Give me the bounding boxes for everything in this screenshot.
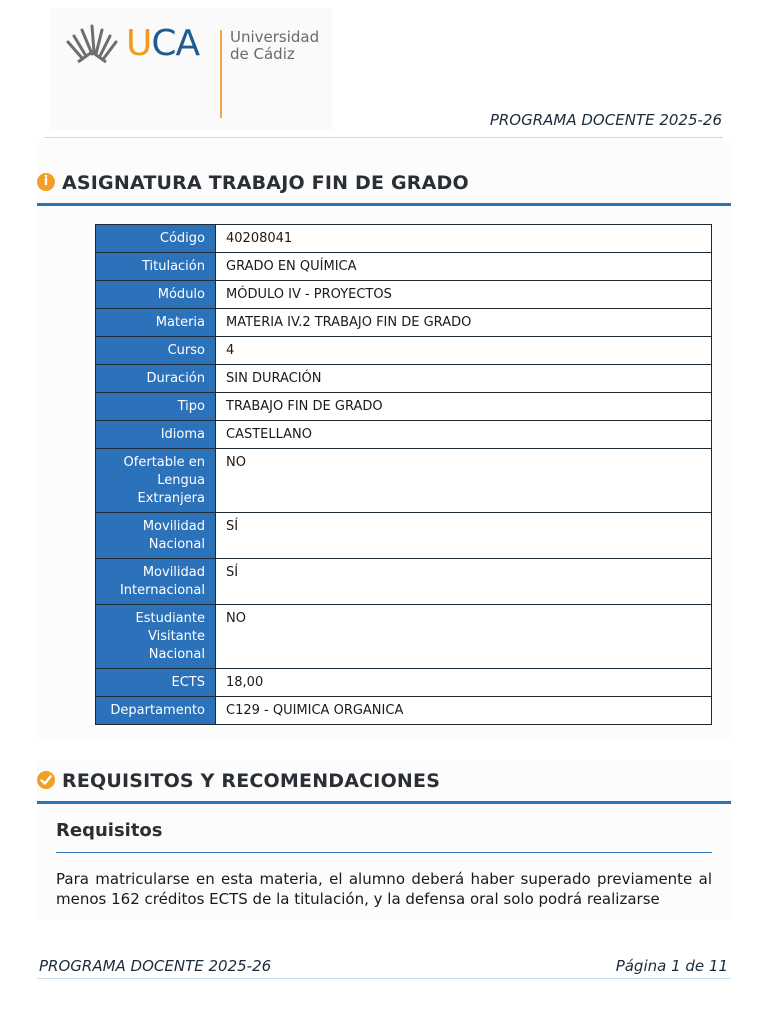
- field-label: Idioma: [96, 421, 216, 449]
- table-row: [96, 253, 712, 281]
- subject-info-table: [95, 224, 712, 725]
- field-value: 4: [216, 337, 712, 365]
- table-row: [96, 337, 712, 365]
- subsection-divider: [56, 852, 712, 853]
- section-title-asignatura: ASIGNATURA TRABAJO FIN DE GRADO: [62, 172, 469, 194]
- table-row: [96, 605, 712, 669]
- check-mark-icon: [37, 771, 55, 789]
- field-label: Movilidad Nacional: [96, 513, 216, 559]
- field-value: GRADO EN QUÍMICA: [216, 253, 712, 281]
- table-row: [96, 559, 712, 605]
- table-row: [96, 449, 712, 513]
- uca-emblem-icon: [64, 22, 120, 66]
- field-label: Estudiante Visitante Nacional: [96, 605, 216, 669]
- university-name: [230, 29, 319, 63]
- field-label: Movilidad Internacional: [96, 559, 216, 605]
- field-label: Departamento: [96, 697, 216, 725]
- uca-letter-u: U: [126, 23, 152, 64]
- table-row: [96, 309, 712, 337]
- field-label: Ofertable en Lengua Extranjera: [96, 449, 216, 513]
- field-value: NO: [216, 449, 712, 513]
- table-row: [96, 225, 712, 253]
- header-program-title: PROGRAMA DOCENTE 2025-26: [489, 111, 722, 129]
- field-value: C129 - QUIMICA ORGANICA: [216, 697, 712, 725]
- uca-wordmark: [126, 22, 199, 66]
- field-label: Curso: [96, 337, 216, 365]
- university-name-line2: de Cádiz: [230, 45, 295, 63]
- field-label: ECTS: [96, 669, 216, 697]
- university-name-line1: Universidad: [230, 28, 320, 46]
- footer-program-title: PROGRAMA DOCENTE 2025-26: [39, 957, 272, 975]
- field-label: Duración: [96, 365, 216, 393]
- footer-divider: [37, 978, 731, 979]
- table-row: [96, 393, 712, 421]
- field-value: 18,00: [216, 669, 712, 697]
- footer-page-number: Página 1 de 11: [615, 957, 728, 975]
- table-row: [96, 669, 712, 697]
- field-label: Materia: [96, 309, 216, 337]
- field-label: Tipo: [96, 393, 216, 421]
- university-logo: [50, 8, 332, 130]
- table-row: [96, 421, 712, 449]
- field-value: NO: [216, 605, 712, 669]
- field-value: SÍ: [216, 513, 712, 559]
- header-divider: [44, 137, 723, 138]
- table-row: [96, 697, 712, 725]
- info-icon: i: [37, 173, 55, 191]
- section-divider-asignatura: [37, 203, 731, 206]
- field-label: Módulo: [96, 281, 216, 309]
- field-value: 40208041: [216, 225, 712, 253]
- field-value: SIN DURACIÓN: [216, 365, 712, 393]
- table-row: [96, 513, 712, 559]
- table-row: [96, 281, 712, 309]
- uca-letters-ca: CA: [151, 23, 200, 64]
- field-label: Código: [96, 225, 216, 253]
- subsection-title-requisitos: Requisitos: [56, 820, 163, 841]
- field-label: Titulación: [96, 253, 216, 281]
- section-divider-requisitos: [37, 801, 731, 804]
- section-title-requisitos: REQUISITOS Y RECOMENDACIONES: [62, 770, 441, 792]
- field-value: SÍ: [216, 559, 712, 605]
- field-value: MÓDULO IV - PROYECTOS: [216, 281, 712, 309]
- requisitos-paragraph: Para matricularse en esta materia, el alumno deberá haber superado previamente al menos 162 créditos ECTS de la titulación, y la defensa oral solo podrá realizarse: [56, 870, 712, 908]
- field-value: TRABAJO FIN DE GRADO: [216, 393, 712, 421]
- check-circle-icon: [37, 771, 55, 789]
- field-value: MATERIA IV.2 TRABAJO FIN DE GRADO: [216, 309, 712, 337]
- logo-divider: [220, 30, 222, 118]
- field-value: CASTELLANO: [216, 421, 712, 449]
- table-row: [96, 365, 712, 393]
